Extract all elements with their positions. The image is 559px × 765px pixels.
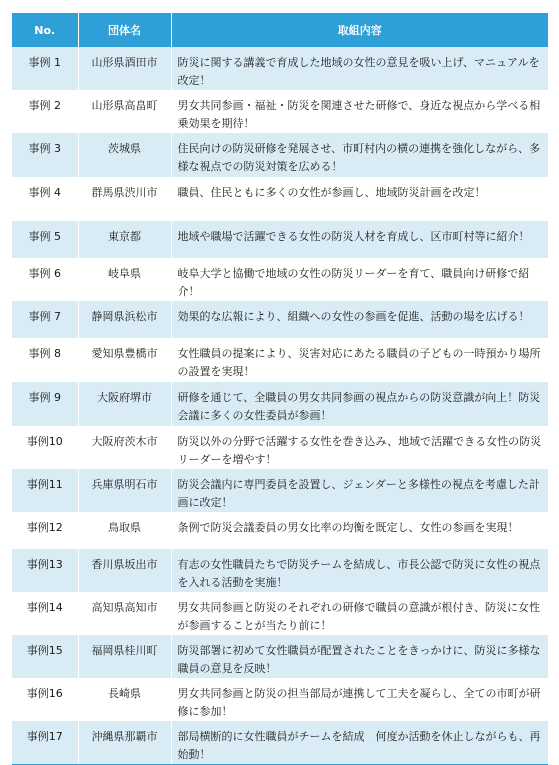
cell-description: 住民向けの防災研修を発展させ、市町村内の横の連携を強化しながら、多様な視点での防災対策を広める！ xyxy=(171,133,548,177)
cell-description: 男女共同参画と防災のそれぞれの研修で職員の意識が根付き、防災に女性が参画することが当たり前に！ xyxy=(171,592,548,635)
cell-description: 防災に関する講義で育成した地域の女性の意見を吸い上げ、マニュアルを改定！ xyxy=(171,47,548,90)
cell-case-number: 事例 5 xyxy=(12,221,78,258)
header-row xyxy=(12,13,548,47)
table-header xyxy=(12,13,548,47)
header-no: No. xyxy=(12,13,78,47)
table-row xyxy=(12,678,548,721)
header-desc: 取組内容 xyxy=(171,13,548,47)
table-row xyxy=(12,635,548,678)
cell-case-number: 事例 7 xyxy=(12,301,78,338)
table-row xyxy=(12,592,548,635)
cell-description: 効果的な広報により、組織への女性の参画を促進、活動の場を広げる！ xyxy=(171,301,548,338)
table-row xyxy=(12,177,548,221)
cell-description: 研修を通じて、全職員の男女共同参画の視点からの防災意識が向上！防災会議に多くの女性委員が参画！ xyxy=(171,382,548,426)
cell-organization: 群馬県渋川市 xyxy=(78,177,171,221)
table-row xyxy=(12,512,548,549)
cell-description: 男女共同参画・福祉・防災を関連させた研修で、身近な視点から学べる相乗効果を期待！ xyxy=(171,90,548,133)
table-row xyxy=(12,133,548,177)
cell-case-number: 事例16 xyxy=(12,678,78,721)
cell-description: 防災会議内に専門委員を設置し、ジェンダーと多様性の視点を考慮した計画に改定！ xyxy=(171,469,548,512)
cell-case-number: 事例15 xyxy=(12,635,78,678)
cell-organization: 大阪府堺市 xyxy=(78,382,171,426)
cell-case-number: 事例 9 xyxy=(12,382,78,426)
case-table-container xyxy=(12,13,548,765)
cell-organization: 愛知県豊橋市 xyxy=(78,338,171,382)
table-row xyxy=(12,90,548,133)
cell-organization: 大阪府茨木市 xyxy=(78,426,171,469)
cell-organization: 鳥取県 xyxy=(78,512,171,549)
cell-case-number: 事例 2 xyxy=(12,90,78,133)
case-table xyxy=(12,13,548,765)
cell-organization: 福岡県桂川町 xyxy=(78,635,171,678)
cell-organization: 山形県酒田市 xyxy=(78,47,171,90)
table-row xyxy=(12,382,548,426)
cell-organization: 高知県高知市 xyxy=(78,592,171,635)
cell-description: 防災部署に初めて女性職員が配置されたことをきっかけに、防災に多様な職員の意見を反映！ xyxy=(171,635,548,678)
cell-organization: 沖縄県那覇市 xyxy=(78,721,171,765)
cell-description: 地域や職場で活躍できる女性の防災人材を育成し、区市町村等に紹介！ xyxy=(171,221,548,258)
cell-description: 男女共同参画と防災の担当部局が連携して工夫を凝らし、全ての市町が研修に参加！ xyxy=(171,678,548,721)
table-row xyxy=(12,469,548,512)
cell-case-number: 事例 8 xyxy=(12,338,78,382)
cell-description: 部局横断的に女性職員がチームを結成 何度か活動を休止しながらも、再始動！ xyxy=(171,721,548,765)
table-row xyxy=(12,549,548,592)
cell-case-number: 事例 6 xyxy=(12,258,78,301)
cell-case-number: 事例13 xyxy=(12,549,78,592)
table-row xyxy=(12,221,548,258)
table-row xyxy=(12,47,548,90)
table-row xyxy=(12,301,548,338)
table-row xyxy=(12,721,548,765)
cell-organization: 岐阜県 xyxy=(78,258,171,301)
cell-description: 岐阜大学と協働で地域の女性の防災リーダーを育て、職員向け研修で紹介！ xyxy=(171,258,548,301)
cell-description: 条例で防災会議委員の男女比率の均衡を既定し、女性の参画を実現！ xyxy=(171,512,548,549)
cell-case-number: 事例 1 xyxy=(12,47,78,90)
cell-organization: 兵庫県明石市 xyxy=(78,469,171,512)
cell-case-number: 事例10 xyxy=(12,426,78,469)
cell-organization: 山形県高畠町 xyxy=(78,90,171,133)
cell-description: 防災以外の分野で活躍する女性を巻き込み、地域で活躍できる女性の防災リーダーを増やす！ xyxy=(171,426,548,469)
cell-case-number: 事例 4 xyxy=(12,177,78,221)
cell-organization: 長崎県 xyxy=(78,678,171,721)
cell-case-number: 事例14 xyxy=(12,592,78,635)
table-row xyxy=(12,426,548,469)
table-body xyxy=(12,47,548,765)
cell-case-number: 事例12 xyxy=(12,512,78,549)
cell-organization: 静岡県浜松市 xyxy=(78,301,171,338)
header-org: 団体名 xyxy=(78,13,171,47)
cell-organization: 茨城県 xyxy=(78,133,171,177)
cell-description: 職員、住民ともに多くの女性が参画し、地域防災計画を改定！ xyxy=(171,177,548,221)
cell-description: 女性職員の提案により、災害対応にあたる職員の子どもの一時預かり場所の設置を実現！ xyxy=(171,338,548,382)
cell-organization: 香川県坂出市 xyxy=(78,549,171,592)
cell-case-number: 事例17 xyxy=(12,721,78,765)
cell-description: 有志の女性職員たちで防災チームを結成し、市長公認で防災に女性の視点を入れる活動を実施！ xyxy=(171,549,548,592)
cell-organization: 東京都 xyxy=(78,221,171,258)
table-row xyxy=(12,258,548,301)
table-row xyxy=(12,338,548,382)
cell-case-number: 事例11 xyxy=(12,469,78,512)
cell-case-number: 事例 3 xyxy=(12,133,78,177)
